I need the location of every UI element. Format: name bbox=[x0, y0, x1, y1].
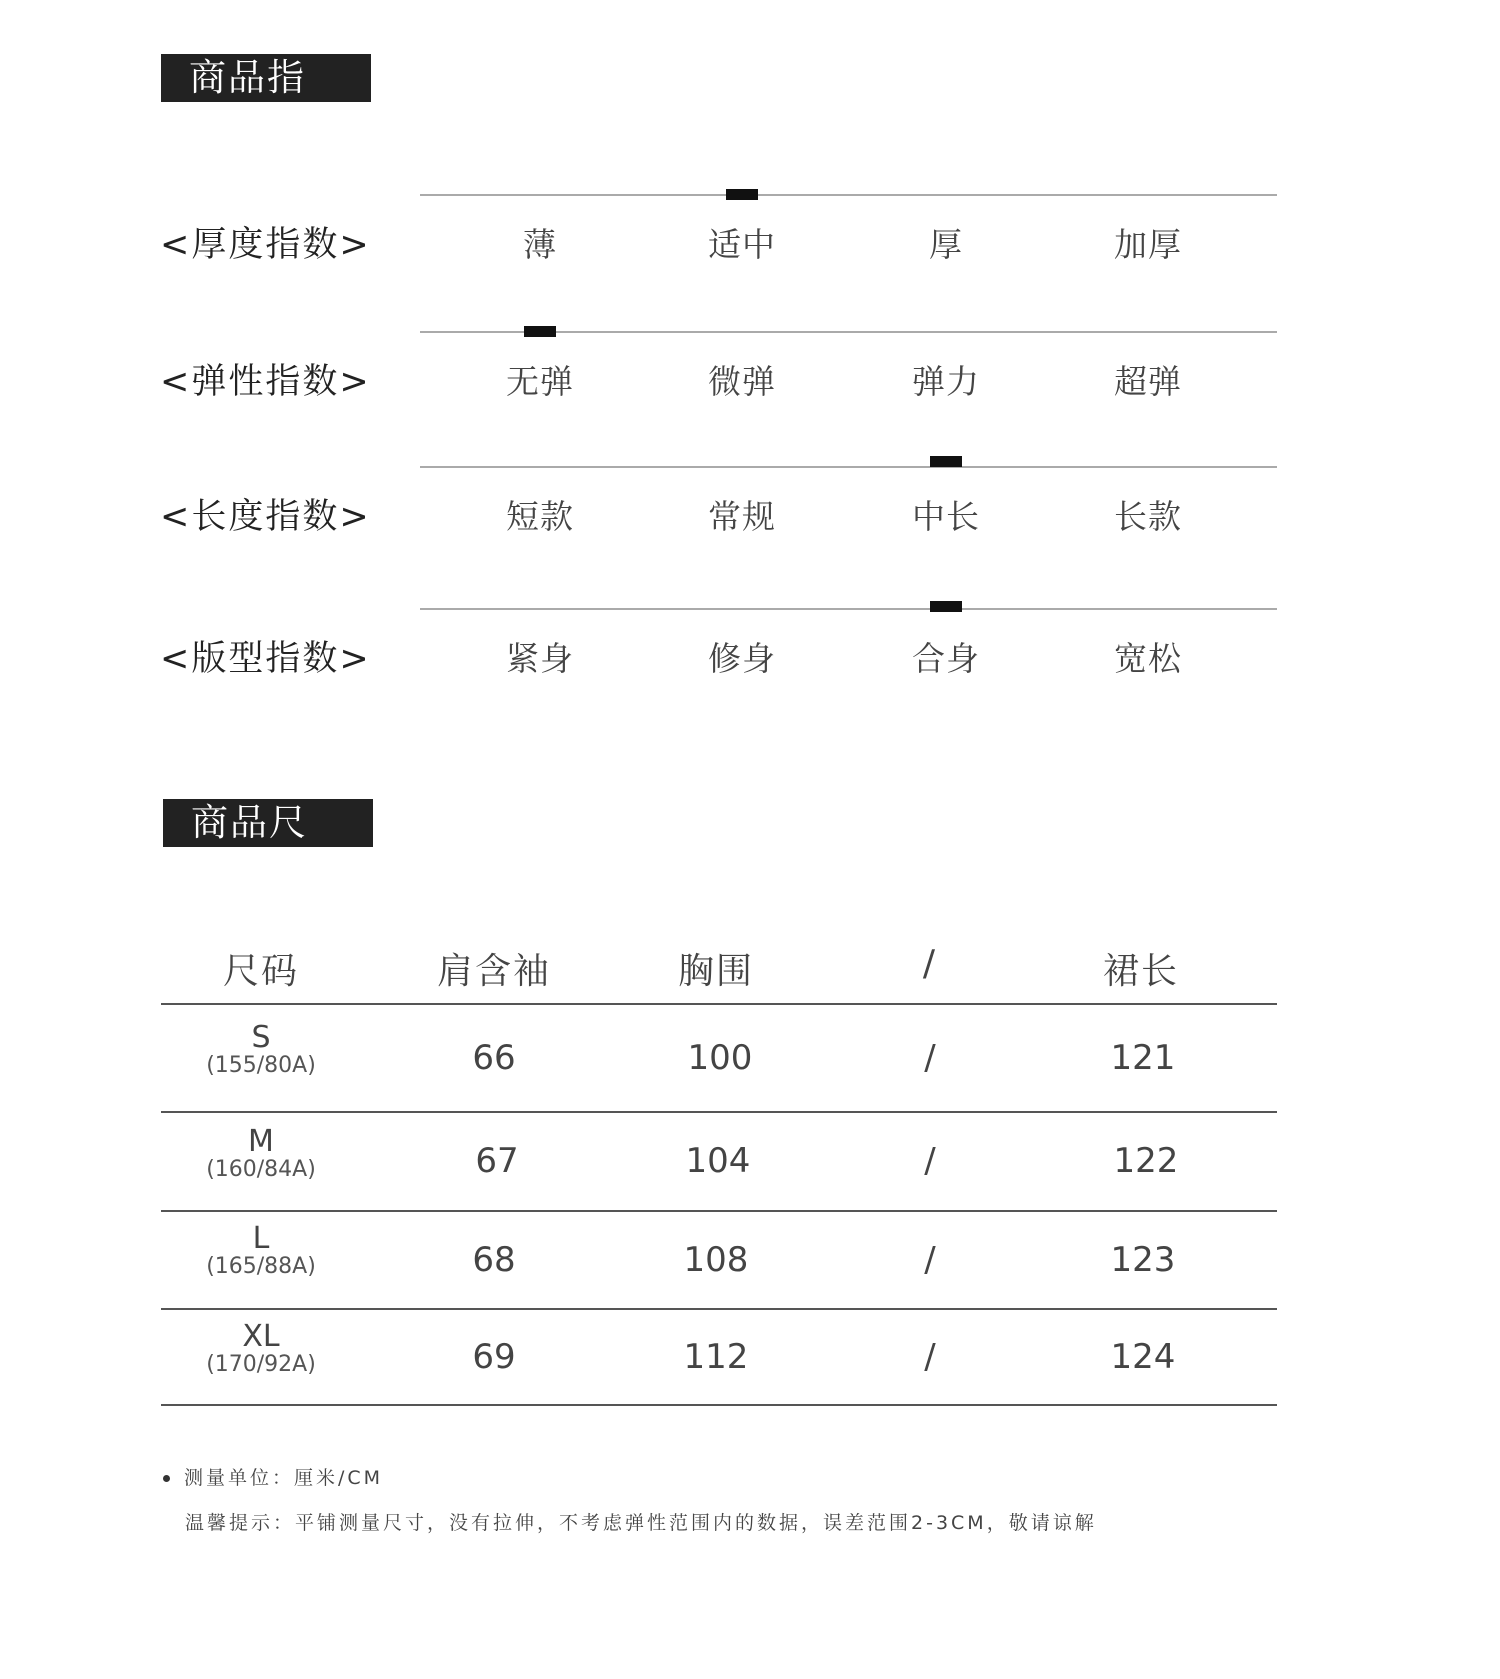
index-row-fit bbox=[0, 589, 1500, 699]
size-spec: (170/92A) bbox=[206, 1352, 316, 1377]
bullet-icon bbox=[163, 1475, 170, 1482]
index-option: 宽松 bbox=[1114, 639, 1182, 678]
index-scale-line bbox=[420, 466, 1277, 468]
index-marker bbox=[524, 326, 556, 337]
index-option: 弹力 bbox=[912, 362, 980, 401]
value-shoulder-sleeve: 69 bbox=[472, 1337, 516, 1377]
size-code: XL bbox=[242, 1319, 280, 1354]
index-option: 厚 bbox=[929, 225, 963, 264]
value-blank: / bbox=[924, 1141, 936, 1181]
size-table bbox=[161, 935, 1277, 1406]
header-dress-length: 裙长 bbox=[1102, 951, 1179, 992]
index-option: 微弹 bbox=[708, 362, 776, 401]
value-blank: / bbox=[924, 1240, 936, 1280]
table-row bbox=[161, 1113, 1277, 1212]
index-label: <版型指数> bbox=[160, 639, 371, 679]
value-blank: / bbox=[924, 1337, 936, 1377]
index-option: 适中 bbox=[708, 225, 776, 264]
index-option: 合身 bbox=[912, 639, 980, 678]
product-size-title: 商品尺寸 bbox=[163, 799, 373, 847]
index-label: <弹性指数> bbox=[160, 362, 371, 402]
value-dress-length: 124 bbox=[1110, 1337, 1176, 1377]
index-label: <厚度指数> bbox=[160, 225, 371, 265]
table-row bbox=[161, 1310, 1277, 1406]
value-chest: 112 bbox=[683, 1337, 749, 1377]
size-table-header bbox=[161, 935, 1277, 1005]
size-cell bbox=[161, 1124, 361, 1183]
header-chest: 胸围 bbox=[677, 951, 754, 992]
value-shoulder-sleeve: 67 bbox=[475, 1141, 519, 1181]
index-marker bbox=[726, 189, 758, 200]
index-option: 加厚 bbox=[1114, 225, 1182, 264]
unit-text: 测量单位：厘米/CM bbox=[184, 1467, 384, 1489]
value-dress-length: 123 bbox=[1110, 1240, 1176, 1280]
size-code: M bbox=[248, 1124, 274, 1159]
size-cell bbox=[161, 1319, 361, 1378]
index-option: 常规 bbox=[708, 497, 776, 536]
value-shoulder-sleeve: 68 bbox=[472, 1240, 516, 1280]
size-cell bbox=[161, 1020, 361, 1079]
value-chest: 104 bbox=[685, 1141, 751, 1181]
index-option: 中长 bbox=[912, 497, 980, 536]
tip-note: 温馨提示：平铺测量尺寸，没有拉伸，不考虑弹性范围内的数据，误差范围2-3CM，敬请谅解 bbox=[185, 1512, 1097, 1534]
value-chest: 100 bbox=[687, 1038, 753, 1078]
index-row-elasticity bbox=[0, 312, 1500, 422]
size-spec: (160/84A) bbox=[206, 1157, 316, 1182]
product-index-title: 商品指数 bbox=[161, 54, 371, 102]
index-row-thickness bbox=[0, 175, 1500, 285]
header-size: 尺码 bbox=[222, 951, 299, 992]
header-blank: / bbox=[922, 943, 938, 984]
size-code: S bbox=[251, 1020, 271, 1055]
index-marker bbox=[930, 456, 962, 467]
table-row bbox=[161, 1212, 1277, 1310]
value-blank: / bbox=[924, 1038, 936, 1078]
index-option: 紧身 bbox=[506, 639, 574, 678]
size-spec: (165/88A) bbox=[206, 1254, 316, 1279]
index-label: <长度指数> bbox=[160, 497, 371, 537]
size-cell bbox=[161, 1221, 361, 1280]
size-code: L bbox=[252, 1221, 270, 1256]
size-spec: (155/80A) bbox=[206, 1053, 316, 1078]
value-dress-length: 121 bbox=[1110, 1038, 1176, 1078]
index-scale-line bbox=[420, 194, 1277, 196]
header-shoulder-sleeve: 肩含袖 bbox=[436, 951, 551, 992]
value-chest: 108 bbox=[683, 1240, 749, 1280]
index-option: 修身 bbox=[708, 639, 776, 678]
value-shoulder-sleeve: 66 bbox=[472, 1038, 516, 1078]
table-row bbox=[161, 1005, 1277, 1113]
value-dress-length: 122 bbox=[1113, 1141, 1179, 1181]
measurement-unit-note bbox=[163, 1463, 383, 1490]
index-option: 长款 bbox=[1114, 497, 1182, 536]
index-option: 无弹 bbox=[506, 362, 574, 401]
index-scale-line bbox=[420, 608, 1277, 610]
index-option: 薄 bbox=[523, 225, 557, 264]
index-option: 超弹 bbox=[1114, 362, 1182, 401]
index-marker bbox=[930, 601, 962, 612]
index-row-length bbox=[0, 447, 1500, 557]
index-option: 短款 bbox=[506, 497, 574, 536]
